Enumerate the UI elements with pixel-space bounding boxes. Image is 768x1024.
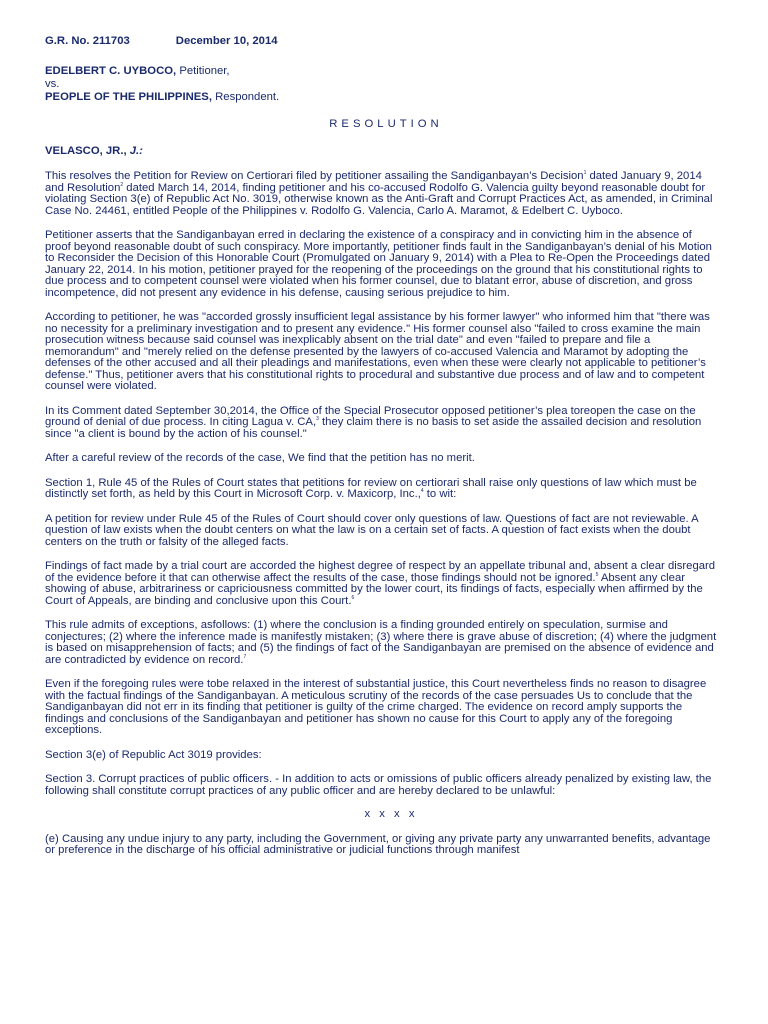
petitioner-name: EDELBERT C. UYBOCO,	[45, 65, 177, 77]
ponente-title: J.:	[129, 145, 143, 157]
paragraph-9	[45, 620, 717, 666]
document-page	[45, 35, 717, 857]
paragraph-5: After a careful review of the records of the case, We find that the petition has no merit.	[45, 452, 475, 464]
petitioner-line	[45, 65, 717, 78]
respondent-role: Respondent.	[211, 91, 280, 103]
paragraph-13: (e) Causing any undue injury to any party, including the Government, or giving any private party any unwarranted benefits, advantage or preference in the discharge of his official administrative or judicial functions through manifest	[45, 832, 711, 856]
paragraph-1-text-c: dated March 14, 2014, finding petitioner and his co-accused Rodolfo G. Valencia guilty beyond reasonable doubt for violating Section 3(e) of Republic Act No. 3019, otherwise known as the Anti-Graft and Corrupt Practices Act, as amended, in Criminal Case No. 24461, entitled People of the Philippines v. Rodolfo G. Valencia, Carlo A. Maramot, & Edelbert C. Uyboco.	[45, 181, 713, 217]
footnote-link-1[interactable]: 1	[583, 170, 587, 177]
paragraph-12: Section 3. Corrupt practices of public officers. - In addition to acts or omissions of public officers already penalized by existing law, the following shall constitute corrupt practices of any public officer and are hereby declared to be unlawful:	[45, 773, 712, 797]
ponente-name: VELASCO, JR.,	[45, 145, 130, 157]
case-header	[45, 35, 717, 48]
paragraph-8-text-a: Findings of fact made by a trial court are accorded the highest degree of respect by an appellate tribunal and, absent a clear disregard of the evidence before it that can otherwise affect the results of the case, those findings should not be ignored.	[45, 560, 716, 584]
paragraph-4-text-b: they claim there is no basis to set aside the assailed decision and resolution since "a client is bound by the action of his counsel."	[45, 416, 702, 440]
paragraph-2: Petitioner asserts that the Sandiganbayan erred in declaring the existence of a conspiracy and in convicting him in the absence of proof beyond reasonable doubt of such conspiracy. More importantly, petitioner finds fault in the Sandiganbayan’s denial of his Motion to Reconsider the Decision of this Honorable Court (Promulgated on January 9, 2014) with a Plea to Re-Open the Proceedings dated January 22, 2014. In his motion, petitioner prayed for the reopening of the proceedings on the ground that his constitutional rights to due process and to competent counsel were violated when his former counsel, due to blatant error, abuse of discretion, and gross incompetence, did not present any evidence in his defense, causing serious prejudice to him.	[45, 229, 712, 299]
paragraph-8	[45, 561, 717, 607]
paragraph-1	[45, 171, 717, 217]
footnote-link-2[interactable]: 2	[120, 181, 124, 188]
paragraph-1-text-a: This resolves the Petition for Review on Certiorari filed by petitioner assailing the Sandiganbayan’s Decision	[45, 170, 584, 182]
paragraph-4	[45, 406, 717, 441]
paragraph-1-text-b: dated January 9, 2014 and Resolution	[45, 170, 702, 194]
versus-label: vs.	[45, 78, 60, 90]
paragraph-10: Even if the foregoing rules were tobe relaxed in the interest of substantial justice, this Court nevertheless finds no reason to disagree with the factual findings of the Sandiganbayan. A meticulous scrutiny of the records of the case persuades Us to conclude that the Sandiganbayan did not err in its finding that petitioner is guilty of the crime charged. The evidence on record amply supports the findings and conclusions of the Sandiganbayan and petitioner has shown no cause for this Court to apply any of the foregoing exceptions.	[45, 678, 707, 736]
decision-date: December 10, 2014	[175, 35, 278, 47]
case-parties	[45, 65, 717, 104]
paragraph-6	[45, 478, 717, 501]
paragraph-11: Section 3(e) of Republic Act 3019 provides:	[45, 748, 262, 761]
paragraph-9-text-a: This rule admits of exceptions, asfollows: (1) where the conclusion is a finding grounded entirely on speculation, surmise and conjectures; (2) where the inference made is manifestly mistaken; (3) where there is grave abuse of discretion; (4) where the judgment is based on misapprehension of facts; and (5) the findings of fact of the Sandiganbayan are premised on the absence of evidence and are contradicted by evidence on record.	[45, 619, 717, 666]
footnote-link-5[interactable]: 5	[595, 571, 599, 578]
footnote-link-6[interactable]: 6	[351, 594, 355, 601]
paragraph-4-text-a: In its Comment dated September 30,2014, the Office of the Special Prosecutor opposed petitioner’s plea toreopen the case on the ground of denial of due process. In citing Lagua v. CA,	[45, 404, 696, 428]
paragraph-6-text-a: Section 1, Rule 45 of the Rules of Court states that petitions for review on certiorari shall raise only questions of law which must be distinctly set forth, as held by this Court in Microsoft Corp. v. Maxicorp, Inc.,	[45, 476, 697, 500]
petitioner-role: Petitioner,	[176, 65, 230, 77]
omission-marker: x x x x	[364, 808, 418, 820]
ponente	[45, 145, 717, 158]
document-type-heading: RESOLUTION	[329, 118, 443, 130]
footnote-link-4[interactable]: 4	[420, 488, 424, 495]
paragraph-6-text-b: to wit:	[423, 488, 457, 500]
footnote-link-7[interactable]: 7	[243, 653, 247, 660]
paragraph-3: According to petitioner, he was "accorded grossly insufficient legal assistance by his former lawyer" who informed him that "there was no necessity for a preliminary investigation and to present any evidence." His former counsel also "failed to cross examine the main prosecution witness because said counsel was inexplicably absent on the trial date" and even "failed to prepare and file a memorandum" and "merely relied on the defense presented by the lawyers of co-accused Valencia and Maramot by adopting the defenses of the other accused and all their pleadings and manifestations, even when these were clearly not applicable to petitioner’s defense." Thus, petitioner avers that his constitutional rights to procedural and substantive due process and of law and to competent counsel were violated.	[45, 311, 710, 392]
gr-number: G.R. No. 211703	[45, 35, 130, 47]
paragraph-8-text-b: Absent any clear showing of abuse, arbitrariness or capriciousness committed by the lower court, its findings of facts, especially when affirmed by the Court of Appeals, are binding and conclusive upon this Court.	[45, 571, 703, 607]
respondent-line	[45, 91, 717, 104]
paragraph-7: A petition for review under Rule 45 of the Rules of Court should cover only questions of law. Questions of fact are not reviewable. A question of law exists when the doubt centers on what the law is on a certain set of facts. A question of fact exists when the doubt centers on the truth or falsity of the alleged facts.	[45, 512, 699, 548]
respondent-name: PEOPLE OF THE PHILIPPINES,	[45, 91, 212, 103]
footnote-link-3[interactable]: 3	[316, 416, 319, 423]
